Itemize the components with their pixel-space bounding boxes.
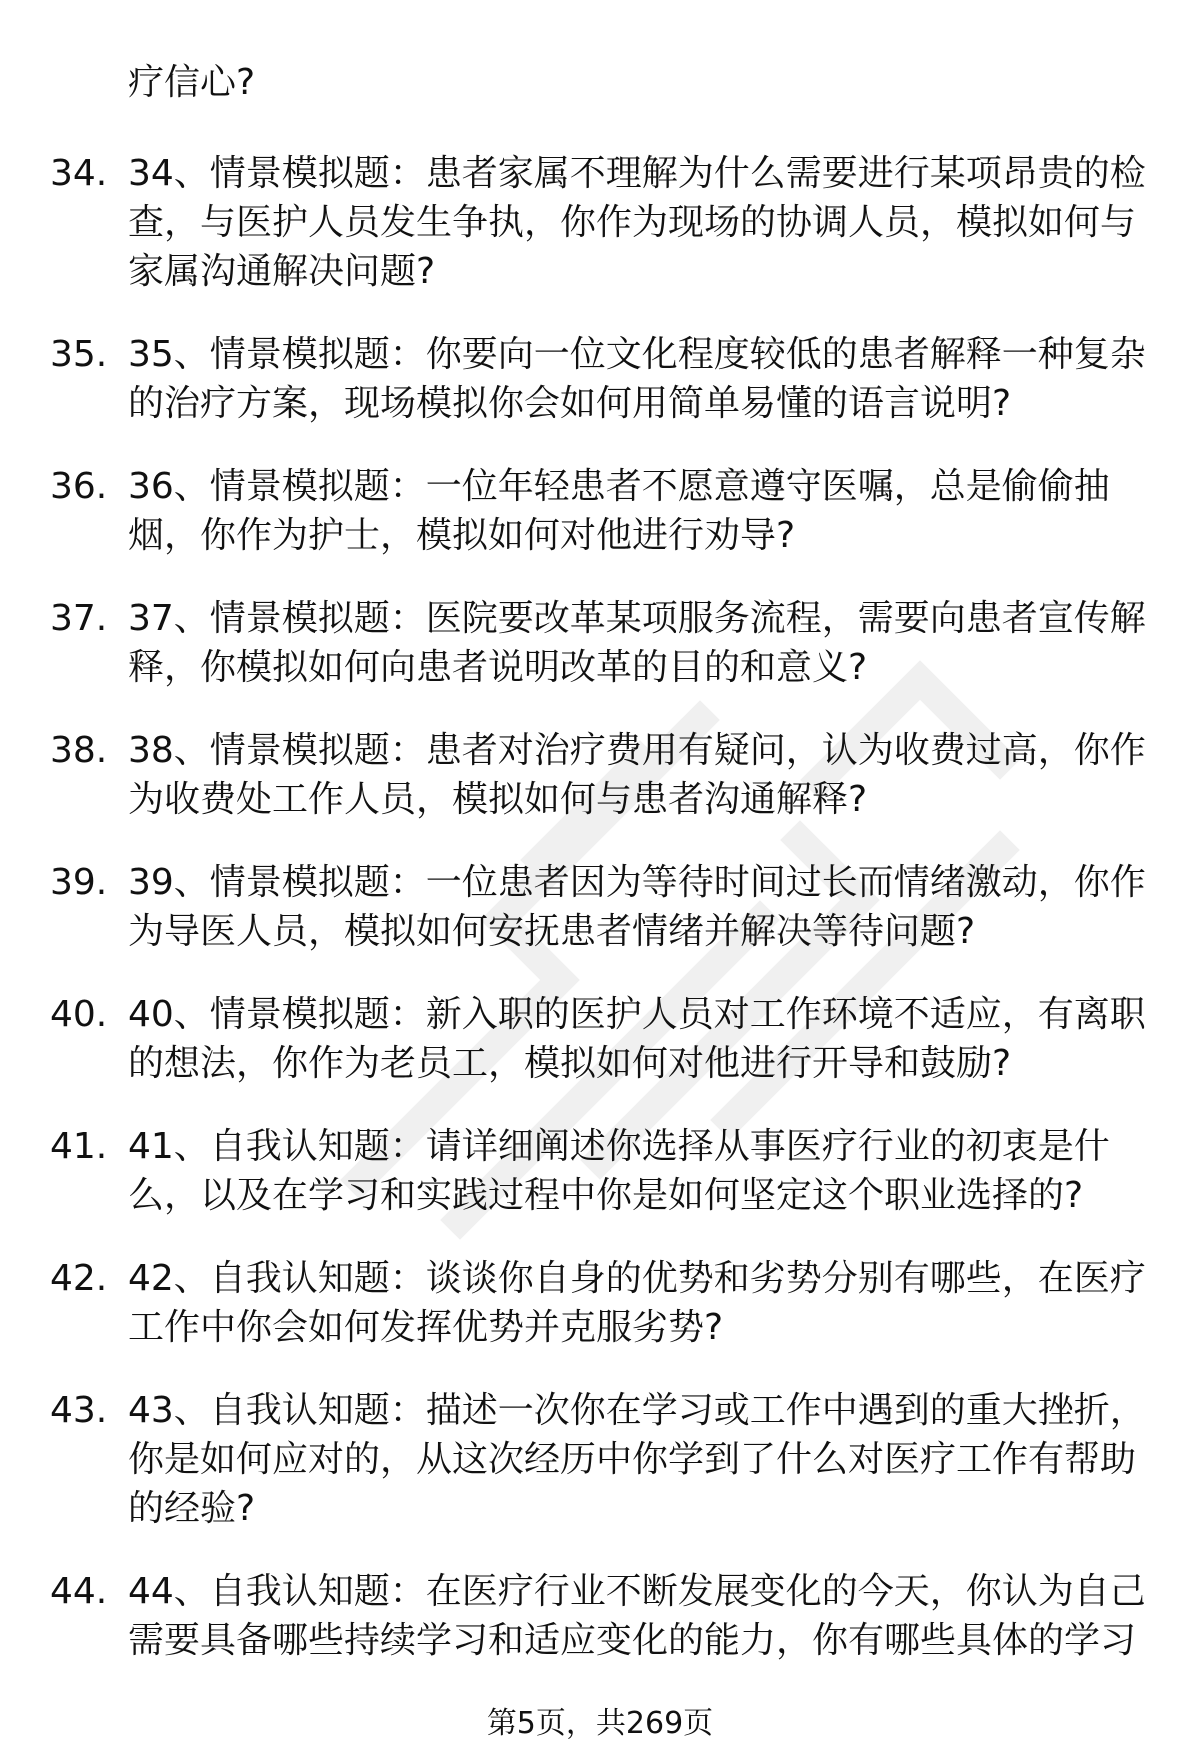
question-number: 37. — [50, 598, 108, 639]
question-text: 36、情景模拟题：一位年轻患者不愿意遵守医嘱，总是偷偷抽烟，你作为护士，模拟如何对他进行劝导? — [128, 466, 1110, 556]
page-footer: 第5页，共269页 — [486, 1706, 714, 1741]
question-text: 39、情景模拟题：一位患者因为等待时间过长而情绪激动，你作为导医人员，模拟如何安抚患者情绪并解决等待问题? — [128, 862, 1146, 952]
question-text: 38、情景模拟题：患者对治疗费用有疑问，认为收费过高，你作为收费处工作人员，模拟如何与患者沟通解释? — [128, 730, 1146, 820]
question-item — [0, 990, 1200, 1088]
question-number: 36. — [50, 466, 108, 507]
question-item — [0, 726, 1200, 824]
question-item — [0, 594, 1200, 692]
question-item — [0, 1254, 1200, 1352]
question-number: 42. — [50, 1258, 108, 1299]
question-number: 40. — [50, 994, 108, 1035]
question-item — [0, 1122, 1200, 1220]
question-item — [0, 1567, 1200, 1665]
question-text: 35、情景模拟题：你要向一位文化程度较低的患者解释一种复杂的治疗方案，现场模拟你会如何用简单易懂的语言说明? — [128, 334, 1146, 424]
question-item — [0, 149, 1200, 296]
question-list — [0, 149, 1200, 1699]
continuation-text: 疗信心? — [128, 62, 256, 103]
question-number: 34. — [50, 153, 108, 194]
question-text: 34、情景模拟题：患者家属不理解为什么需要进行某项昂贵的检查，与医护人员发生争执，你作为现场的协调人员，模拟如何与家属沟通解决问题? — [128, 153, 1146, 292]
question-text: 41、自我认知题：请详细阐述你选择从事医疗行业的初衷是什么，以及在学习和实践过程中你是如何坚定这个职业选择的? — [128, 1126, 1110, 1216]
question-item — [0, 1386, 1200, 1533]
question-number: 39. — [50, 862, 108, 903]
question-item — [0, 462, 1200, 560]
question-text: 40、情景模拟题：新入职的医护人员对工作环境不适应，有离职的想法，你作为老员工，模拟如何对他进行开导和鼓励? — [128, 994, 1146, 1084]
question-number: 43. — [50, 1390, 108, 1431]
question-text: 44、自我认知题：在医疗行业不断发展变化的今天，你认为自己需要具备哪些持续学习和适应变化的能力，你有哪些具体的学习 — [128, 1571, 1146, 1661]
question-number: 41. — [50, 1126, 108, 1167]
question-text: 43、自我认知题：描述一次你在学习或工作中遇到的重大挫折，你是如何应对的，从这次经历中你学到了什么对医疗工作有帮助的经验? — [128, 1390, 1146, 1529]
question-text: 37、情景模拟题：医院要改革某项服务流程，需要向患者宣传解释，你模拟如何向患者说明改革的目的和意义? — [128, 598, 1146, 688]
question-number: 35. — [50, 334, 108, 375]
question-item — [0, 330, 1200, 428]
question-number: 38. — [50, 730, 108, 771]
question-text: 42、自我认知题：谈谈你自身的优势和劣势分别有哪些，在医疗工作中你会如何发挥优势并克服劣势? — [128, 1258, 1146, 1348]
question-item — [0, 858, 1200, 956]
question-number: 44. — [50, 1571, 108, 1612]
